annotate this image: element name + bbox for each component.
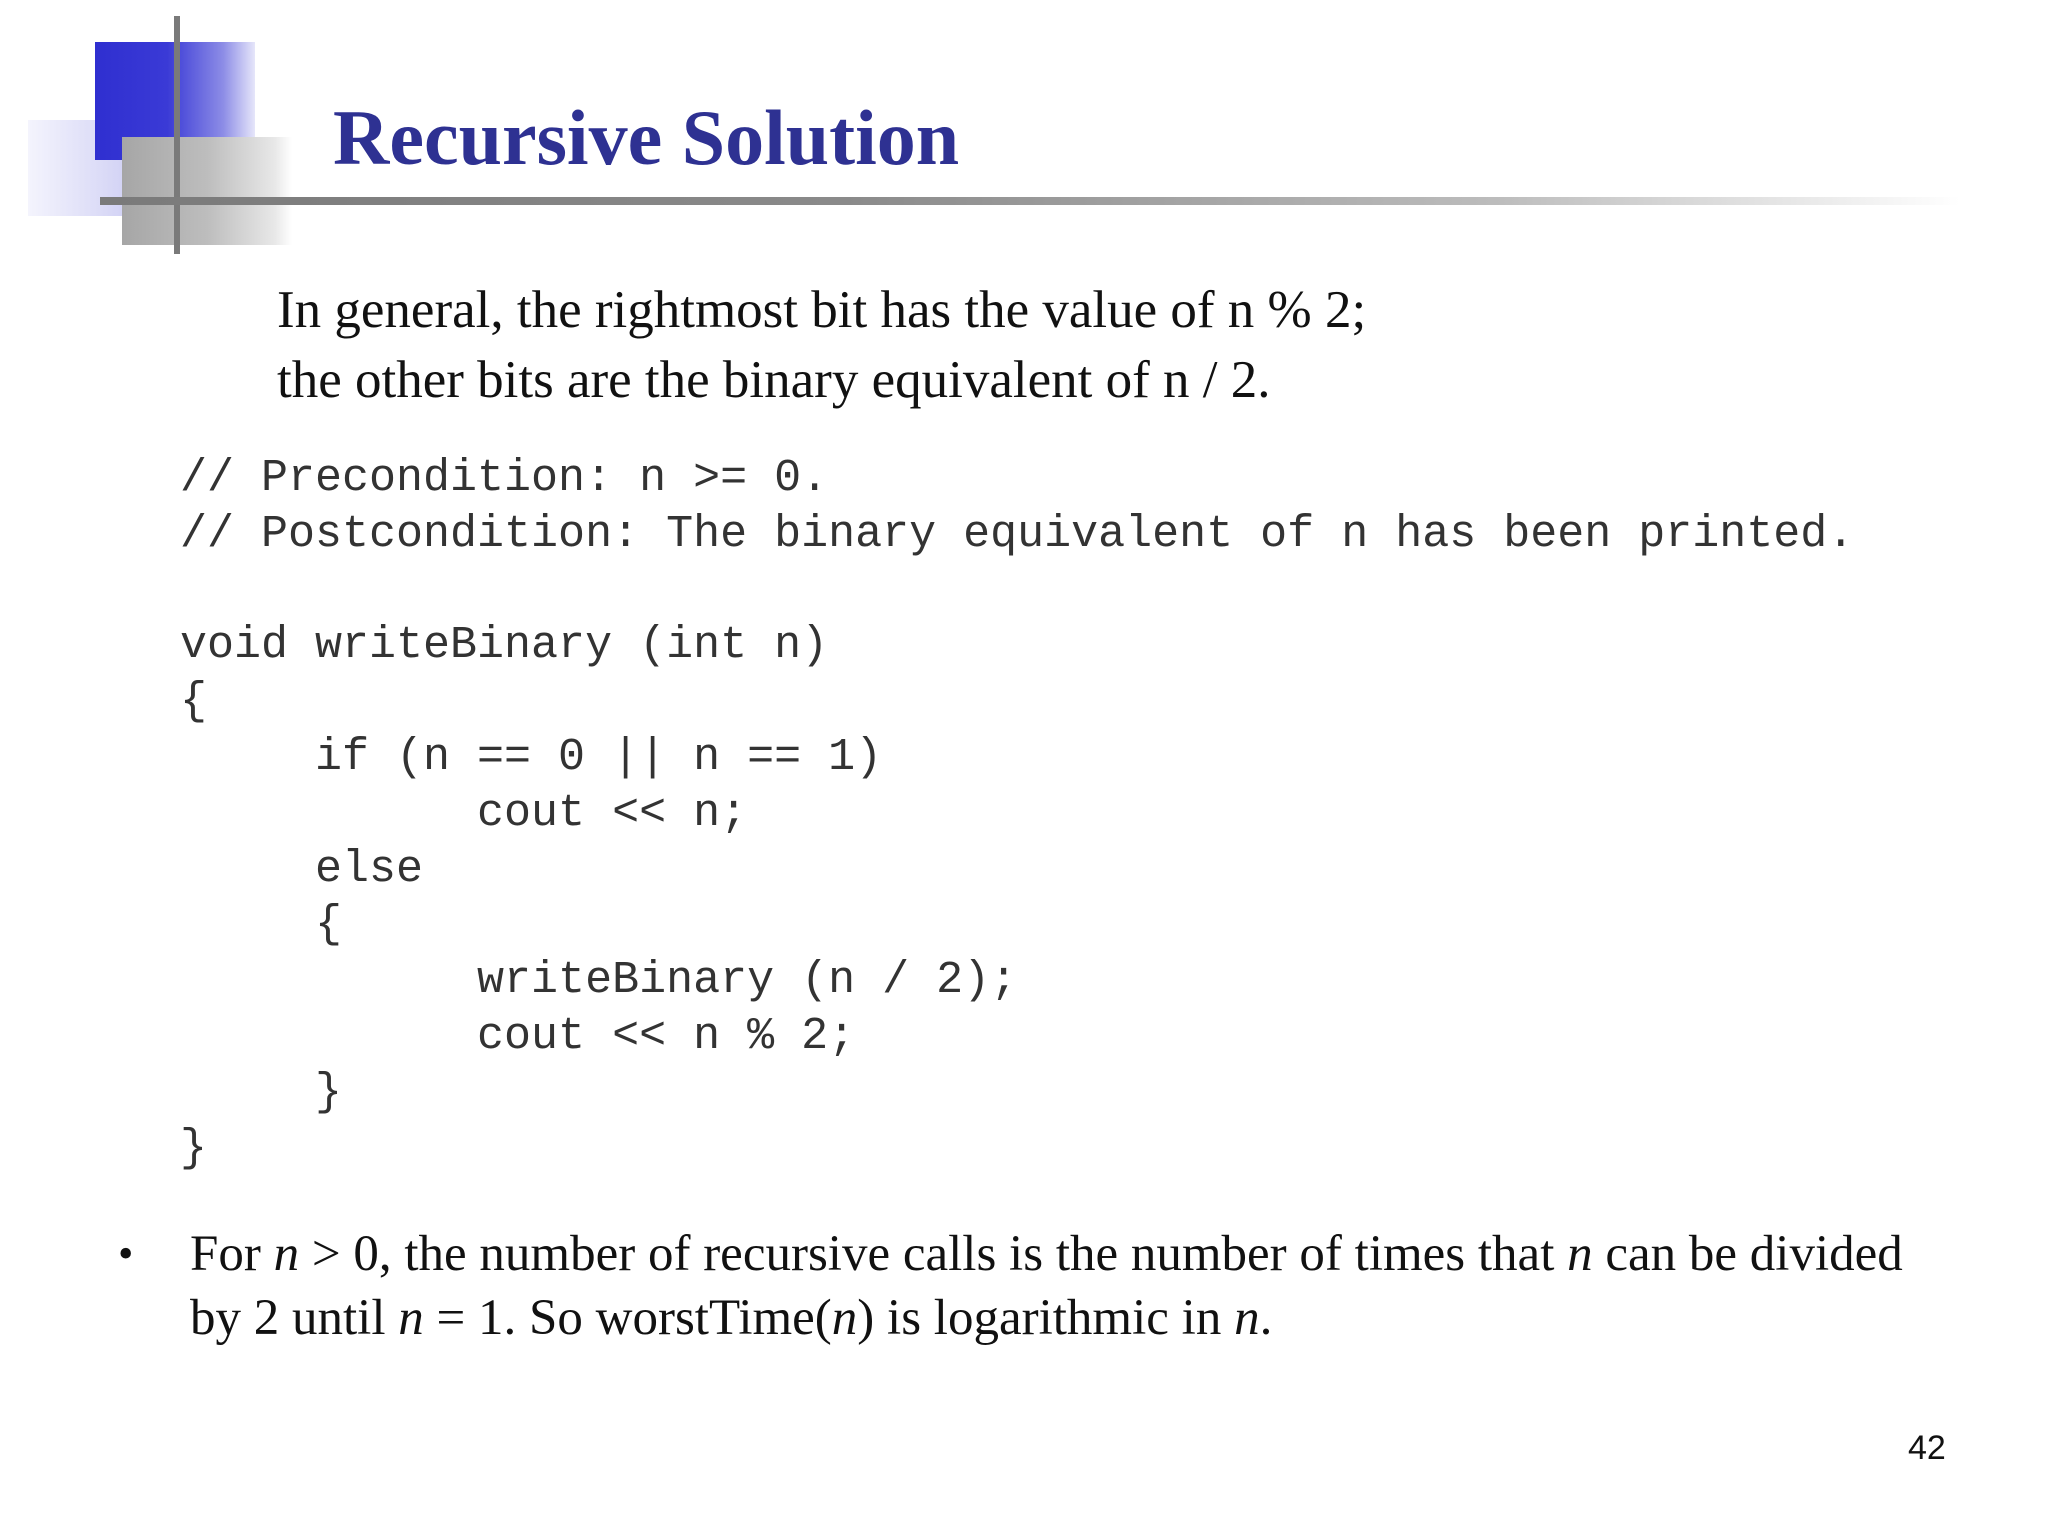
bullet-variable: n [831, 1290, 858, 1346]
bullet-text-run: = 1. So worstTime( [423, 1290, 832, 1346]
slide-title: Recursive Solution [333, 94, 960, 181]
code-line: cout << n; [180, 787, 748, 839]
bullet-text-run: ) is logarithmic in [857, 1290, 1235, 1346]
intro-line-1: In general, the rightmost bit has the value of n % 2; [277, 281, 1367, 339]
bullet-text-run: > 0, the number of recursive calls is the number of times that [299, 1226, 1568, 1282]
bullet-line-1 [190, 1222, 1903, 1286]
code-line: // Postcondition: The binary equivalent of n has been printed. [180, 508, 1855, 560]
bullet-text [190, 1222, 1903, 1350]
bullet-marker: • [118, 1229, 134, 1278]
intro-line-2: the other bits are the binary equivalent of n / 2. [277, 351, 1271, 409]
bullet-text-run: by 2 until [190, 1290, 399, 1346]
code-block [180, 451, 1854, 1176]
code-line: cout << n % 2; [180, 1010, 856, 1062]
code-line: } [180, 1122, 208, 1174]
bullet-text-run: can be divided [1592, 1226, 1903, 1282]
code-line: { [180, 676, 208, 728]
code-line: { [180, 899, 343, 951]
code-line: } [180, 1066, 343, 1118]
bullet-variable: n [1567, 1226, 1593, 1282]
code-line: else [180, 843, 424, 895]
logo-gray-square [122, 137, 292, 245]
intro-text [277, 275, 1366, 415]
code-line: void writeBinary (int n) [180, 620, 829, 672]
bullet-text-run: . [1259, 1290, 1273, 1346]
bullet-variable: n [1234, 1290, 1260, 1346]
title-underline-rule [100, 197, 1960, 205]
page-number: 42 [1908, 1429, 1946, 1467]
bullet-text-run: For [190, 1226, 274, 1282]
code-line: if (n == 0 || n == 1) [180, 731, 883, 783]
bullet-variable: n [398, 1290, 424, 1346]
code-line: writeBinary (n / 2); [180, 955, 1018, 1007]
logo-vertical-rule [174, 16, 180, 254]
bullet-line-2 [190, 1286, 1903, 1350]
code-line [180, 563, 1854, 619]
bullet-variable: n [273, 1226, 300, 1282]
code-line: // Precondition: n >= 0. [180, 453, 829, 504]
